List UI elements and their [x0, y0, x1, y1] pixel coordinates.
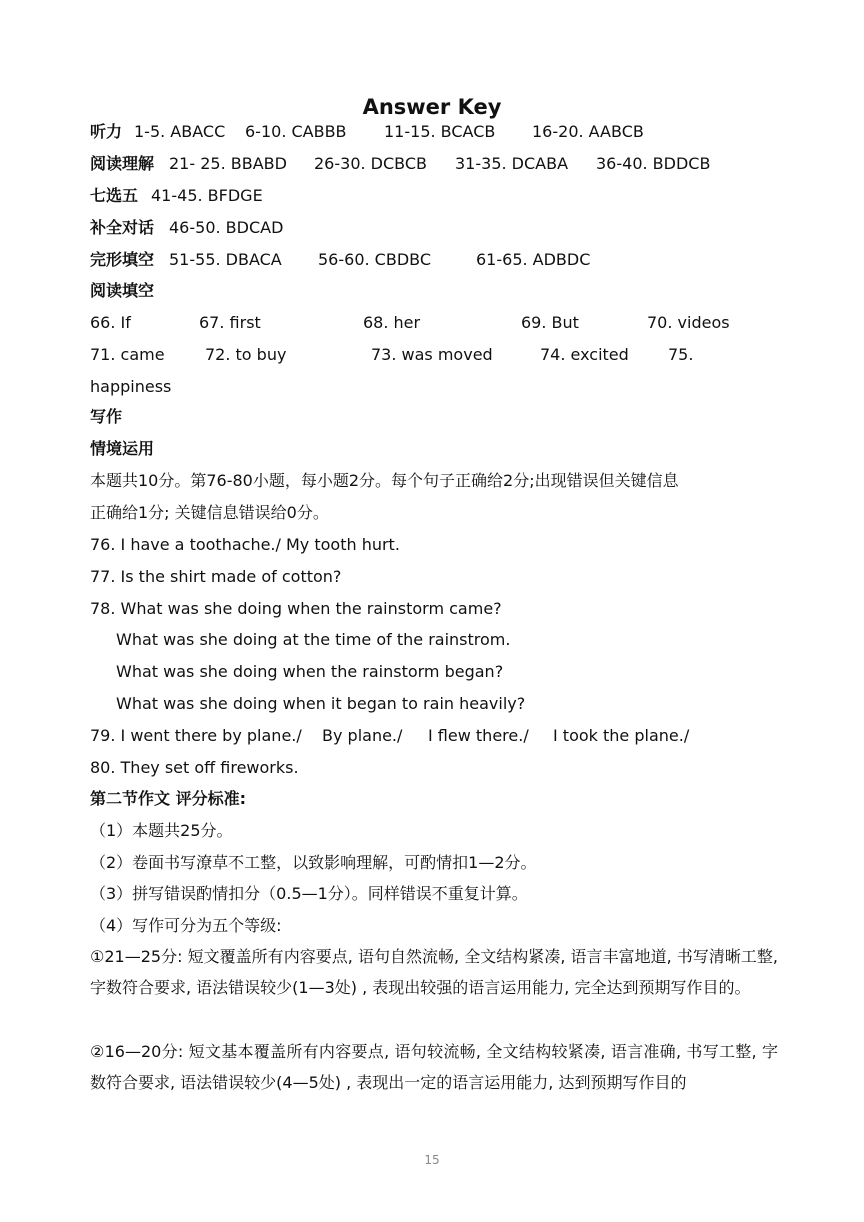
reading-fill-label: 阅读填空 [90, 281, 155, 300]
answer-group: 21- 25. BBABD [169, 154, 287, 173]
answer-group: 6-10. CABBB [245, 122, 347, 141]
essay-criterion-2: （2）卷面书写潦草不工整，以致影响理解，可酌情扣1—2分。 [90, 853, 537, 872]
answer-group: 31-35. DCABA [455, 154, 569, 173]
answer-group: 11-15. BCACB [384, 122, 496, 141]
reading-label: 阅读理解 [90, 154, 155, 173]
answer-group: 26-30. DCBCB [314, 154, 427, 173]
reading-fill-row-3: happiness [90, 377, 172, 396]
fill-answer: 75. [668, 345, 694, 364]
fill-answer: 72. to buy [205, 345, 287, 364]
fill-answer: 74. excited [540, 345, 629, 364]
grade-level-1: ①21—25分: 短文覆盖所有内容要点, 语句自然流畅, 全文结构紧凑, 语言丰富地道, 书写清晰工整, 字数符合要求, 语法错误较少(1—3处) , 表现出较强的语言运用能力, 完全达到预期写作目的。 [90, 947, 778, 997]
fill-answer: 66. If [90, 313, 131, 332]
answer-group: 16-20. AABCB [532, 122, 644, 141]
seven-choose-five-label: 七选五 [90, 186, 139, 205]
dialogue-label: 补全对话 [90, 218, 155, 237]
essay-criterion-4: （4）写作可分为五个等级: [90, 916, 282, 935]
cloze-label: 完形填空 [90, 250, 155, 269]
essay-criterion-3: （3）拼写错误酌情扣分（0.5—1分）。同样错误不重复计算。 [90, 884, 528, 903]
answer-group: 56-60. CBDBC [318, 250, 431, 269]
listening-label: 听力 [90, 122, 123, 141]
situation-label: 情境运用 [90, 439, 155, 458]
fill-answer: 73. was moved [371, 345, 493, 364]
page-number: 15 [424, 1153, 440, 1167]
answer-group: 1-5. ABACC [134, 122, 226, 141]
grade-level-2: ②16—20分: 短文基本覆盖所有内容要点, 语句较流畅, 全文结构较紧凑, 语言准确, 书写工整, 字数符合要求, 语法错误较少(4—5处) , 表现出一定的语言运用能力, 达到预期写作目的 [90, 1042, 778, 1092]
answer-76: 76. I have a toothache./ My tooth hurt. [90, 535, 400, 554]
situation-rule-line-1: 本题共10分。第76-80小题，每小题2分。每个句子正确给2分;出现错误但关键信息 [90, 471, 679, 490]
answer-78-alt: What was she doing at the time of the rainstrom. [116, 630, 511, 649]
answer-group: 51-55. DBACA [169, 250, 282, 269]
fill-answer: 71. came [90, 345, 165, 364]
answer-79-option: 79. I went there by plane./ [90, 726, 302, 745]
fill-answer: 69. But [521, 313, 579, 332]
essay-criterion-1: （1）本题共25分。 [90, 821, 233, 840]
answer-79-option: I flew there./ [428, 726, 529, 745]
answer-79-option: I took the plane./ [553, 726, 690, 745]
answer-group: 41-45. BFDGE [151, 186, 263, 205]
answer-78: 78. What was she doing when the rainstorm came? [90, 599, 502, 618]
answer-79-option: By plane./ [322, 726, 403, 745]
essay-heading: 第二节作文 评分标准: [90, 789, 246, 808]
page-title: Answer Key [362, 95, 502, 119]
answer-77: 77. Is the shirt made of cotton? [90, 567, 342, 586]
answer-80: 80. They set off fireworks. [90, 758, 299, 777]
writing-label: 写作 [90, 407, 123, 426]
fill-answer: 67. first [199, 313, 261, 332]
answer-group: 61-65. ADBDC [476, 250, 591, 269]
fill-answer: 70. videos [647, 313, 730, 332]
answer-78-alt: What was she doing when the rainstorm began? [116, 662, 504, 681]
fill-answer: 68. her [363, 313, 421, 332]
situation-rule-line-2: 正确给1分; 关键信息错误给0分。 [90, 503, 329, 522]
answer-group: 46-50. BDCAD [169, 218, 284, 237]
answer-group: 36-40. BDDCB [596, 154, 711, 173]
answer-78-alt: What was she doing when it began to rain heavily? [116, 694, 526, 713]
